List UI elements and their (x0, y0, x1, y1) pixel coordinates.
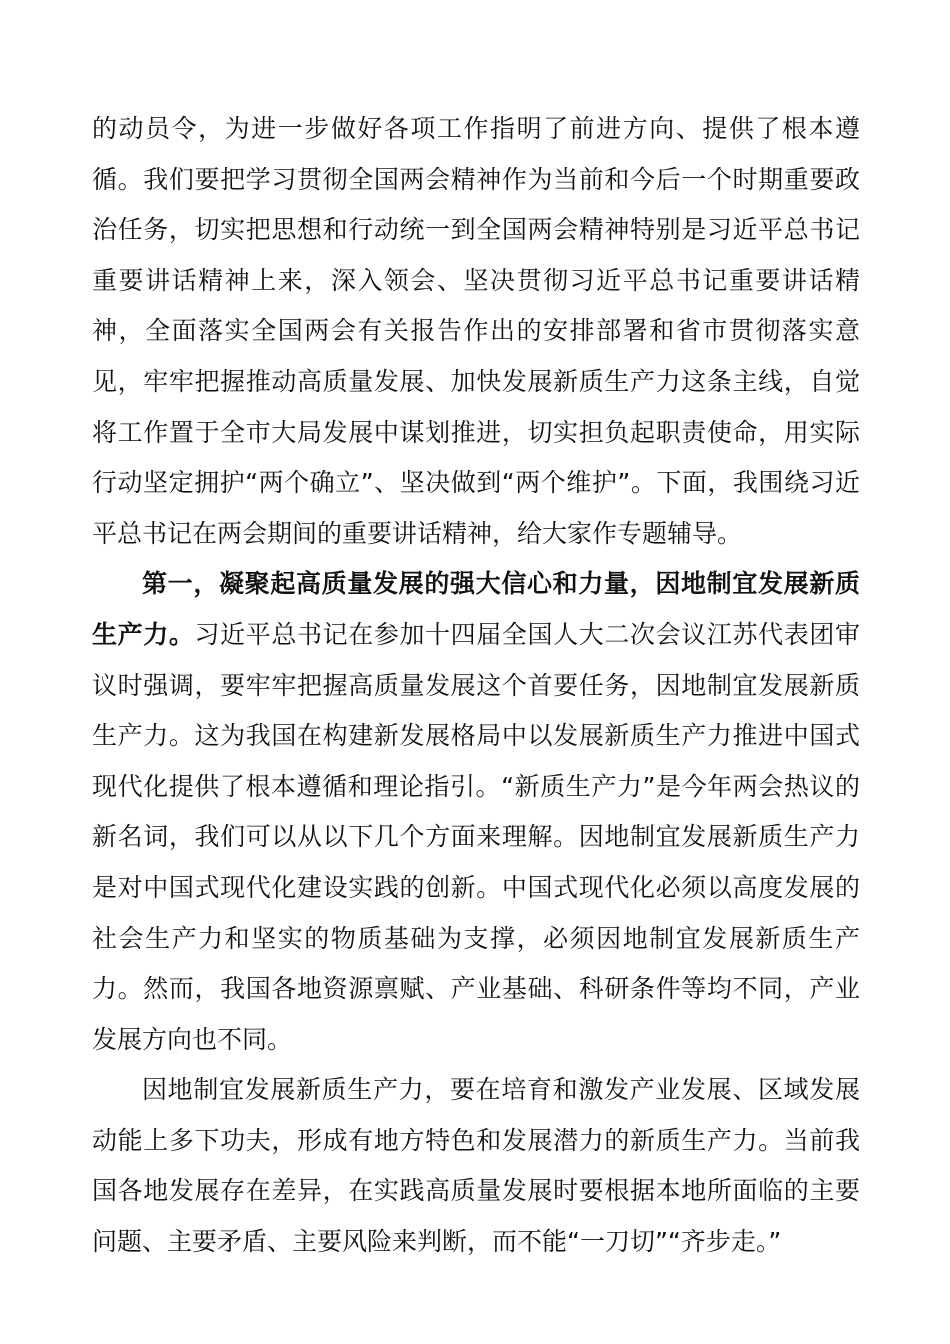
paragraph-text: 因地制宜发展新质生产力，要在培育和激发产业发展、区域发展动能上多下功夫，形成有地方特色和发展潜力的新质生产力。当前我国各地发展存在差异，在实践高质量发展时要根据本地所面临的主要问题、主要矛盾、主要风险来判断，而不能“一刀切”“齐步走。” (92, 1075, 860, 1257)
paragraph-local-conditions (92, 1065, 860, 1267)
paragraph-text: 的动员令，为进一步做好各项工作指明了前进方向、提供了根本遵循。我们要把学习贯彻全国两会精神作为当前和今后一个时期重要政治任务，切实把思想和行动统一到全国两会精神特别是习近平总书记重要讲话精神上来，深入领会、坚决贯彻习近平总书记重要讲话精神，全面落实全国两会有关报告作出的安排部署和省市贯彻落实意见，牢牢把握推动高质量发展、加快发展新质生产力这条主线，自觉将工作置于全市大局发展中谋划推进，切实担负起职责使命，用实际行动坚定拥护“两个确立”、坚决做到“两个维护”。下面，我围绕习近平总书记在两会期间的重要讲话精神，给大家作专题辅导。 (92, 114, 860, 548)
section-heading: 第一，凝聚起高质量发展的强大信心和力量，因地制宜发展新质生产力。 (92, 569, 860, 649)
document-body (92, 104, 860, 1268)
paragraph-intro (92, 104, 860, 559)
paragraph-section-one (92, 559, 860, 1065)
paragraph-text: 习近平总书记在参加十四届全国人大二次会议江苏代表团审议时强调，要牢牢把握高质量发展这个首要任务，因地制宜发展新质生产力。这为我国在构建新发展格局中以发展新质生产力推进中国式现代化提供了根本遵循和理论指引。“新质生产力”是今年两会热议的新名词，我们可以从以下几个方面来理解。因地制宜发展新质生产力是对中国式现代化建设实践的创新。中国式现代化必须以高度发展的社会生产力和坚实的物质基础为支撑，必须因地制宜发展新质生产力。然而，我国各地资源禀赋、产业基础、科研条件等均不同，产业发展方向也不同。 (92, 619, 860, 1054)
